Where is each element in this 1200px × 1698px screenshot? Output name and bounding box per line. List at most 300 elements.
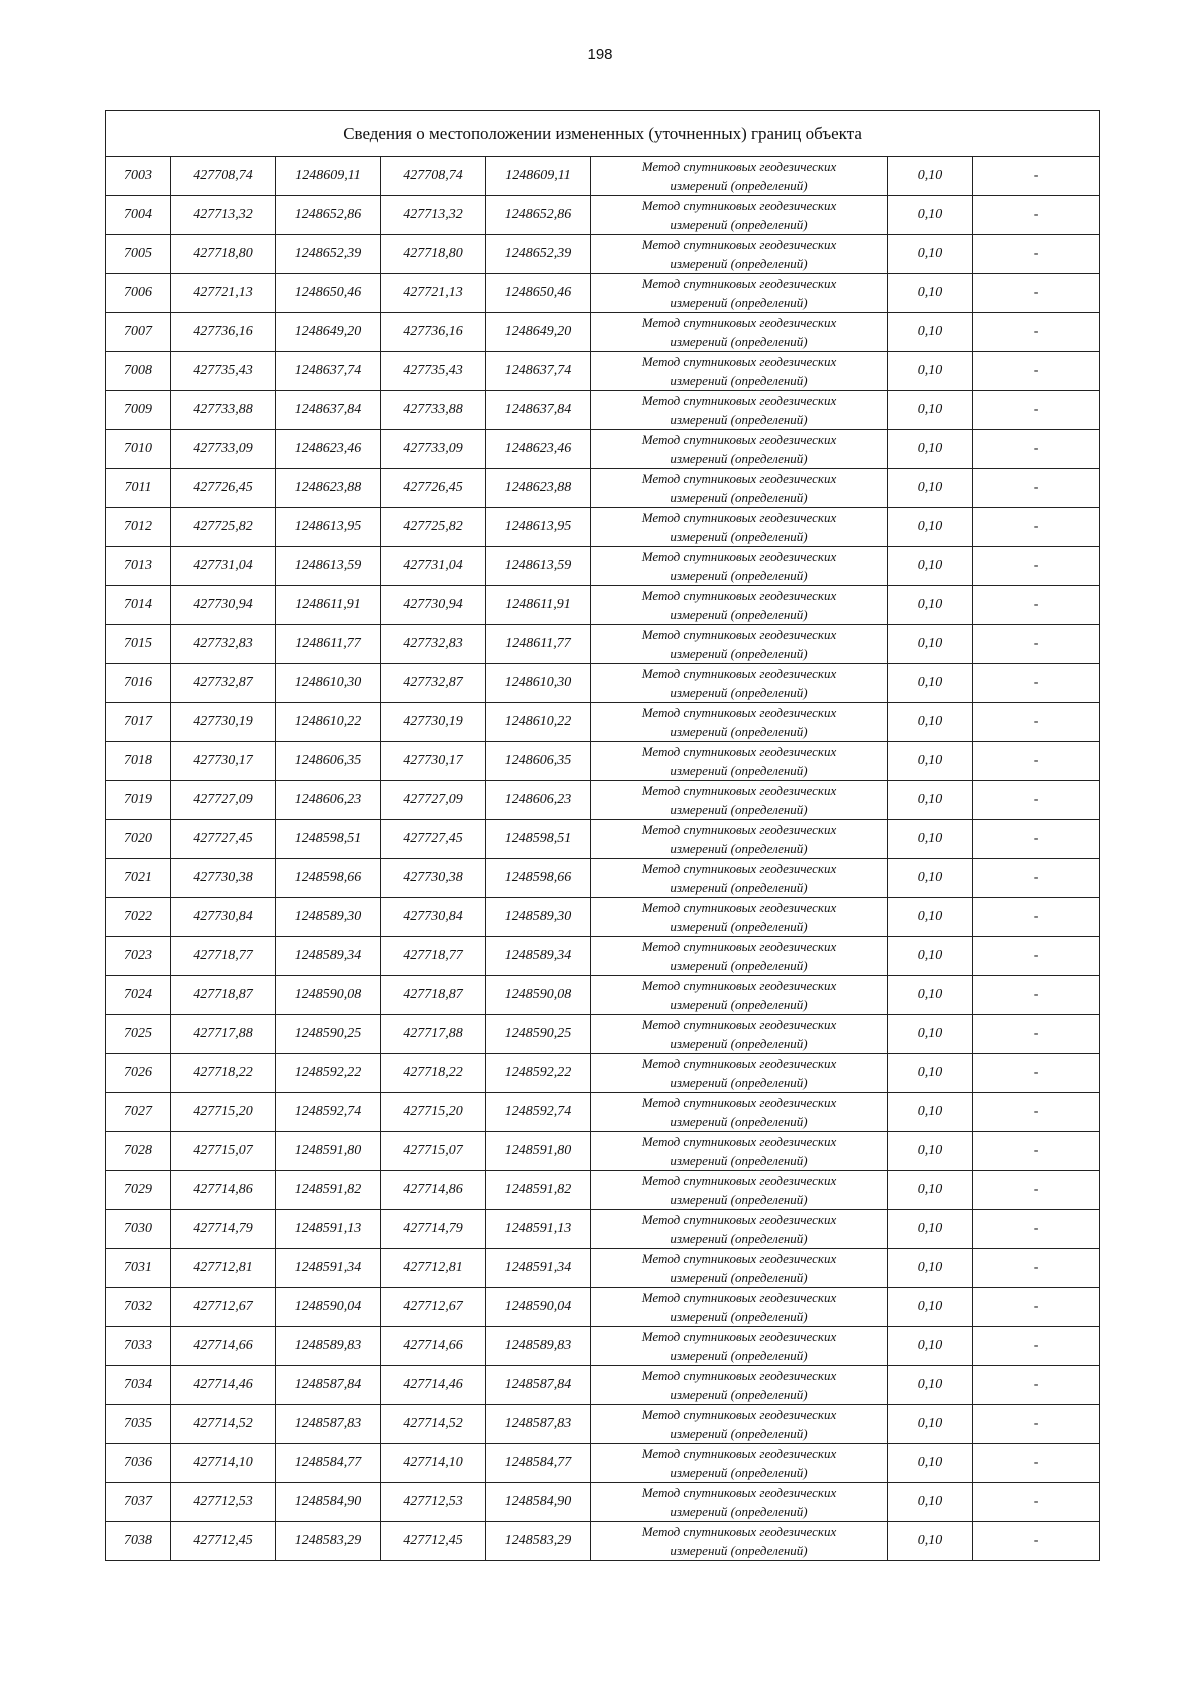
method-cell xyxy=(591,742,888,781)
refined-y-cell: 1248598,66 xyxy=(486,859,591,898)
method-line-1: Метод спутниковых геодезических xyxy=(641,510,837,525)
refined-y-cell: 1248652,86 xyxy=(486,196,591,235)
table-row xyxy=(106,1015,1100,1054)
method-line-2: измерений (определений) xyxy=(670,1426,808,1441)
method-line-2: измерений (определений) xyxy=(670,919,808,934)
existing-y-cell: 1248584,77 xyxy=(276,1444,381,1483)
table-row xyxy=(106,430,1100,469)
refined-x-cell: 427733,09 xyxy=(381,430,486,469)
existing-x-cell: 427712,81 xyxy=(171,1249,276,1288)
method-line-1: Метод спутниковых геодезических xyxy=(641,237,837,252)
existing-x-cell: 427708,74 xyxy=(171,157,276,196)
point-number-cell: 7004 xyxy=(106,196,171,235)
point-number-cell: 7038 xyxy=(106,1522,171,1561)
existing-y-cell: 1248589,30 xyxy=(276,898,381,937)
refined-y-cell: 1248637,74 xyxy=(486,352,591,391)
method-line-2: измерений (определений) xyxy=(670,1543,808,1558)
accuracy-cell: 0,10 xyxy=(888,1522,973,1561)
table-row xyxy=(106,625,1100,664)
point-number-cell: 7023 xyxy=(106,937,171,976)
page-number: 198 xyxy=(587,46,613,63)
refined-x-cell: 427727,45 xyxy=(381,820,486,859)
point-number-cell: 7025 xyxy=(106,1015,171,1054)
point-number-cell: 7012 xyxy=(106,508,171,547)
refined-x-cell: 427718,80 xyxy=(381,235,486,274)
accuracy-cell: 0,10 xyxy=(888,703,973,742)
existing-x-cell: 427727,45 xyxy=(171,820,276,859)
refined-x-cell: 427717,88 xyxy=(381,1015,486,1054)
note-cell: - xyxy=(973,664,1100,703)
existing-y-cell: 1248610,22 xyxy=(276,703,381,742)
method-line-1: Метод спутниковых геодезических xyxy=(641,822,837,837)
method-cell xyxy=(591,1366,888,1405)
note-cell: - xyxy=(973,781,1100,820)
accuracy-cell: 0,10 xyxy=(888,976,973,1015)
note-cell: - xyxy=(973,1405,1100,1444)
existing-x-cell: 427714,10 xyxy=(171,1444,276,1483)
method-cell xyxy=(591,274,888,313)
note-cell: - xyxy=(973,469,1100,508)
existing-y-cell: 1248637,74 xyxy=(276,352,381,391)
method-cell xyxy=(591,703,888,742)
refined-x-cell: 427712,53 xyxy=(381,1483,486,1522)
table-row xyxy=(106,664,1100,703)
note-cell: - xyxy=(973,586,1100,625)
point-number-cell: 7027 xyxy=(106,1093,171,1132)
method-cell xyxy=(591,157,888,196)
table-row xyxy=(106,196,1100,235)
existing-y-cell: 1248589,34 xyxy=(276,937,381,976)
refined-x-cell: 427733,88 xyxy=(381,391,486,430)
table-title: Сведения о местоположении измененных (уточненных) границ объекта xyxy=(106,111,1100,157)
refined-y-cell: 1248611,91 xyxy=(486,586,591,625)
note-cell: - xyxy=(973,1366,1100,1405)
accuracy-cell: 0,10 xyxy=(888,391,973,430)
note-cell: - xyxy=(973,1171,1100,1210)
refined-x-cell: 427732,87 xyxy=(381,664,486,703)
existing-x-cell: 427712,53 xyxy=(171,1483,276,1522)
method-cell xyxy=(591,1093,888,1132)
note-cell: - xyxy=(973,625,1100,664)
accuracy-cell: 0,10 xyxy=(888,742,973,781)
method-line-1: Метод спутниковых геодезических xyxy=(641,1329,837,1344)
method-cell xyxy=(591,352,888,391)
note-cell: - xyxy=(973,976,1100,1015)
refined-x-cell: 427730,84 xyxy=(381,898,486,937)
accuracy-cell: 0,10 xyxy=(888,508,973,547)
point-number-cell: 7005 xyxy=(106,235,171,274)
method-cell xyxy=(591,820,888,859)
refined-y-cell: 1248611,77 xyxy=(486,625,591,664)
refined-y-cell: 1248589,34 xyxy=(486,937,591,976)
existing-x-cell: 427718,87 xyxy=(171,976,276,1015)
refined-x-cell: 427715,20 xyxy=(381,1093,486,1132)
method-cell xyxy=(591,898,888,937)
boundary-coordinates-table xyxy=(105,110,1100,1561)
point-number-cell: 7032 xyxy=(106,1288,171,1327)
existing-x-cell: 427718,80 xyxy=(171,235,276,274)
refined-x-cell: 427714,79 xyxy=(381,1210,486,1249)
method-line-2: измерений (определений) xyxy=(670,1075,808,1090)
refined-y-cell: 1248584,90 xyxy=(486,1483,591,1522)
existing-y-cell: 1248590,04 xyxy=(276,1288,381,1327)
method-line-1: Метод спутниковых геодезических xyxy=(641,1017,837,1032)
refined-x-cell: 427712,67 xyxy=(381,1288,486,1327)
refined-x-cell: 427712,45 xyxy=(381,1522,486,1561)
existing-x-cell: 427730,84 xyxy=(171,898,276,937)
table-row xyxy=(106,1171,1100,1210)
note-cell: - xyxy=(973,235,1100,274)
point-number-cell: 7011 xyxy=(106,469,171,508)
table-row xyxy=(106,235,1100,274)
refined-y-cell: 1248609,11 xyxy=(486,157,591,196)
existing-x-cell: 427718,22 xyxy=(171,1054,276,1093)
table-row xyxy=(106,586,1100,625)
refined-y-cell: 1248587,84 xyxy=(486,1366,591,1405)
point-number-cell: 7021 xyxy=(106,859,171,898)
refined-x-cell: 427715,07 xyxy=(381,1132,486,1171)
refined-y-cell: 1248584,77 xyxy=(486,1444,591,1483)
existing-y-cell: 1248609,11 xyxy=(276,157,381,196)
point-number-cell: 7031 xyxy=(106,1249,171,1288)
point-number-cell: 7016 xyxy=(106,664,171,703)
point-number-cell: 7015 xyxy=(106,625,171,664)
refined-x-cell: 427730,94 xyxy=(381,586,486,625)
existing-y-cell: 1248623,46 xyxy=(276,430,381,469)
accuracy-cell: 0,10 xyxy=(888,898,973,937)
accuracy-cell: 0,10 xyxy=(888,469,973,508)
method-line-2: измерений (определений) xyxy=(670,880,808,895)
method-cell xyxy=(591,1444,888,1483)
method-line-2: измерений (определений) xyxy=(670,373,808,388)
method-cell xyxy=(591,937,888,976)
method-cell xyxy=(591,859,888,898)
accuracy-cell: 0,10 xyxy=(888,196,973,235)
method-line-2: измерений (определений) xyxy=(670,1465,808,1480)
note-cell: - xyxy=(973,1483,1100,1522)
existing-x-cell: 427727,09 xyxy=(171,781,276,820)
accuracy-cell: 0,10 xyxy=(888,1249,973,1288)
note-cell: - xyxy=(973,430,1100,469)
accuracy-cell: 0,10 xyxy=(888,1483,973,1522)
method-line-2: измерений (определений) xyxy=(670,1387,808,1402)
point-number-cell: 7003 xyxy=(106,157,171,196)
refined-y-cell: 1248613,95 xyxy=(486,508,591,547)
refined-x-cell: 427735,43 xyxy=(381,352,486,391)
existing-y-cell: 1248590,25 xyxy=(276,1015,381,1054)
refined-y-cell: 1248610,22 xyxy=(486,703,591,742)
note-cell: - xyxy=(973,1249,1100,1288)
table-row xyxy=(106,352,1100,391)
accuracy-cell: 0,10 xyxy=(888,1366,973,1405)
method-line-1: Метод спутниковых геодезических xyxy=(641,1368,837,1383)
method-cell xyxy=(591,586,888,625)
existing-y-cell: 1248649,20 xyxy=(276,313,381,352)
existing-y-cell: 1248587,84 xyxy=(276,1366,381,1405)
note-cell: - xyxy=(973,352,1100,391)
table-row xyxy=(106,703,1100,742)
method-line-2: измерений (определений) xyxy=(670,1036,808,1051)
refined-y-cell: 1248591,34 xyxy=(486,1249,591,1288)
point-number-cell: 7006 xyxy=(106,274,171,313)
refined-y-cell: 1248610,30 xyxy=(486,664,591,703)
existing-x-cell: 427725,82 xyxy=(171,508,276,547)
point-number-cell: 7036 xyxy=(106,1444,171,1483)
table-row xyxy=(106,976,1100,1015)
refined-y-cell: 1248623,88 xyxy=(486,469,591,508)
existing-x-cell: 427714,86 xyxy=(171,1171,276,1210)
method-line-1: Метод спутниковых геодезических xyxy=(641,900,837,915)
method-line-1: Метод спутниковых геодезических xyxy=(641,939,837,954)
existing-y-cell: 1248598,51 xyxy=(276,820,381,859)
existing-y-cell: 1248652,86 xyxy=(276,196,381,235)
point-number-cell: 7017 xyxy=(106,703,171,742)
method-line-1: Метод спутниковых геодезических xyxy=(641,393,837,408)
existing-x-cell: 427733,88 xyxy=(171,391,276,430)
method-cell xyxy=(591,1288,888,1327)
existing-y-cell: 1248606,35 xyxy=(276,742,381,781)
method-line-2: измерений (определений) xyxy=(670,724,808,739)
method-line-1: Метод спутниковых геодезических xyxy=(641,432,837,447)
method-line-1: Метод спутниковых геодезических xyxy=(641,666,837,681)
refined-y-cell: 1248606,35 xyxy=(486,742,591,781)
table-row xyxy=(106,742,1100,781)
method-cell xyxy=(591,508,888,547)
refined-y-cell: 1248649,20 xyxy=(486,313,591,352)
existing-y-cell: 1248591,34 xyxy=(276,1249,381,1288)
method-cell xyxy=(591,196,888,235)
method-line-2: измерений (определений) xyxy=(670,997,808,1012)
method-line-2: измерений (определений) xyxy=(670,334,808,349)
accuracy-cell: 0,10 xyxy=(888,157,973,196)
method-cell xyxy=(591,1249,888,1288)
existing-x-cell: 427712,45 xyxy=(171,1522,276,1561)
refined-y-cell: 1248623,46 xyxy=(486,430,591,469)
table-row xyxy=(106,898,1100,937)
method-line-2: измерений (определений) xyxy=(670,412,808,427)
accuracy-cell: 0,10 xyxy=(888,664,973,703)
existing-y-cell: 1248637,84 xyxy=(276,391,381,430)
note-cell: - xyxy=(973,937,1100,976)
accuracy-cell: 0,10 xyxy=(888,586,973,625)
method-line-2: измерений (определений) xyxy=(670,1348,808,1363)
method-line-1: Метод спутниковых геодезических xyxy=(641,588,837,603)
refined-y-cell: 1248598,51 xyxy=(486,820,591,859)
existing-y-cell: 1248591,80 xyxy=(276,1132,381,1171)
note-cell: - xyxy=(973,1288,1100,1327)
refined-y-cell: 1248606,23 xyxy=(486,781,591,820)
method-line-1: Метод спутниковых геодезических xyxy=(641,159,837,174)
existing-x-cell: 427732,87 xyxy=(171,664,276,703)
note-cell: - xyxy=(973,274,1100,313)
refined-x-cell: 427708,74 xyxy=(381,157,486,196)
existing-x-cell: 427714,46 xyxy=(171,1366,276,1405)
table-row xyxy=(106,469,1100,508)
method-line-1: Метод спутниковых геодезических xyxy=(641,978,837,993)
method-line-1: Метод спутниковых геодезических xyxy=(641,276,837,291)
method-cell xyxy=(591,1054,888,1093)
refined-x-cell: 427714,46 xyxy=(381,1366,486,1405)
existing-y-cell: 1248623,88 xyxy=(276,469,381,508)
refined-y-cell: 1248590,04 xyxy=(486,1288,591,1327)
method-line-2: измерений (определений) xyxy=(670,841,808,856)
method-line-2: измерений (определений) xyxy=(670,256,808,271)
existing-x-cell: 427714,66 xyxy=(171,1327,276,1366)
accuracy-cell: 0,10 xyxy=(888,781,973,820)
note-cell: - xyxy=(973,703,1100,742)
point-number-cell: 7034 xyxy=(106,1366,171,1405)
method-cell xyxy=(591,1171,888,1210)
point-number-cell: 7026 xyxy=(106,1054,171,1093)
method-cell xyxy=(591,235,888,274)
accuracy-cell: 0,10 xyxy=(888,937,973,976)
existing-y-cell: 1248613,59 xyxy=(276,547,381,586)
existing-y-cell: 1248606,23 xyxy=(276,781,381,820)
accuracy-cell: 0,10 xyxy=(888,859,973,898)
refined-y-cell: 1248589,30 xyxy=(486,898,591,937)
existing-y-cell: 1248583,29 xyxy=(276,1522,381,1561)
point-number-cell: 7022 xyxy=(106,898,171,937)
refined-x-cell: 427732,83 xyxy=(381,625,486,664)
method-line-1: Метод спутниковых геодезических xyxy=(641,354,837,369)
point-number-cell: 7009 xyxy=(106,391,171,430)
existing-x-cell: 427730,94 xyxy=(171,586,276,625)
refined-y-cell: 1248591,80 xyxy=(486,1132,591,1171)
method-line-1: Метод спутниковых геодезических xyxy=(641,1173,837,1188)
table-row xyxy=(106,157,1100,196)
method-line-1: Метод спутниковых геодезических xyxy=(641,1095,837,1110)
method-cell xyxy=(591,1327,888,1366)
note-cell: - xyxy=(973,313,1100,352)
method-line-2: измерений (определений) xyxy=(670,1270,808,1285)
method-cell xyxy=(591,781,888,820)
method-line-2: измерений (определений) xyxy=(670,646,808,661)
existing-y-cell: 1248652,39 xyxy=(276,235,381,274)
table-title-row xyxy=(106,111,1100,157)
existing-y-cell: 1248590,08 xyxy=(276,976,381,1015)
accuracy-cell: 0,10 xyxy=(888,1210,973,1249)
existing-x-cell: 427715,07 xyxy=(171,1132,276,1171)
existing-x-cell: 427730,17 xyxy=(171,742,276,781)
existing-x-cell: 427712,67 xyxy=(171,1288,276,1327)
method-line-2: измерений (определений) xyxy=(670,295,808,310)
point-number-cell: 7029 xyxy=(106,1171,171,1210)
method-line-2: измерений (определений) xyxy=(670,763,808,778)
method-line-1: Метод спутниковых геодезических xyxy=(641,1407,837,1422)
table-row xyxy=(106,781,1100,820)
method-line-1: Метод спутниковых геодезических xyxy=(641,1290,837,1305)
method-line-2: измерений (определений) xyxy=(670,568,808,583)
existing-x-cell: 427717,88 xyxy=(171,1015,276,1054)
accuracy-cell: 0,10 xyxy=(888,430,973,469)
table-row xyxy=(106,1132,1100,1171)
note-cell: - xyxy=(973,898,1100,937)
accuracy-cell: 0,10 xyxy=(888,1327,973,1366)
refined-x-cell: 427712,81 xyxy=(381,1249,486,1288)
method-cell xyxy=(591,1132,888,1171)
method-line-2: измерений (определений) xyxy=(670,958,808,973)
table-row xyxy=(106,1054,1100,1093)
method-line-2: измерений (определений) xyxy=(670,1114,808,1129)
accuracy-cell: 0,10 xyxy=(888,1132,973,1171)
method-line-2: измерений (определений) xyxy=(670,178,808,193)
table-row xyxy=(106,1093,1100,1132)
accuracy-cell: 0,10 xyxy=(888,313,973,352)
note-cell: - xyxy=(973,1210,1100,1249)
method-cell xyxy=(591,1405,888,1444)
method-line-1: Метод спутниковых геодезических xyxy=(641,861,837,876)
refined-x-cell: 427721,13 xyxy=(381,274,486,313)
point-number-cell: 7019 xyxy=(106,781,171,820)
refined-y-cell: 1248587,83 xyxy=(486,1405,591,1444)
table-row xyxy=(106,937,1100,976)
existing-x-cell: 427715,20 xyxy=(171,1093,276,1132)
refined-y-cell: 1248589,83 xyxy=(486,1327,591,1366)
existing-y-cell: 1248592,74 xyxy=(276,1093,381,1132)
existing-y-cell: 1248591,13 xyxy=(276,1210,381,1249)
note-cell: - xyxy=(973,547,1100,586)
existing-y-cell: 1248587,83 xyxy=(276,1405,381,1444)
refined-x-cell: 427714,66 xyxy=(381,1327,486,1366)
existing-y-cell: 1248610,30 xyxy=(276,664,381,703)
existing-x-cell: 427721,13 xyxy=(171,274,276,313)
table-row xyxy=(106,274,1100,313)
note-cell: - xyxy=(973,1015,1100,1054)
method-line-1: Метод спутниковых геодезических xyxy=(641,471,837,486)
point-number-cell: 7018 xyxy=(106,742,171,781)
point-number-cell: 7014 xyxy=(106,586,171,625)
note-cell: - xyxy=(973,1054,1100,1093)
accuracy-cell: 0,10 xyxy=(888,1093,973,1132)
method-cell xyxy=(591,976,888,1015)
point-number-cell: 7024 xyxy=(106,976,171,1015)
table-row xyxy=(106,1327,1100,1366)
method-line-2: измерений (определений) xyxy=(670,685,808,700)
table-row xyxy=(106,1210,1100,1249)
existing-y-cell: 1248591,82 xyxy=(276,1171,381,1210)
method-cell xyxy=(591,547,888,586)
refined-x-cell: 427725,82 xyxy=(381,508,486,547)
existing-y-cell: 1248613,95 xyxy=(276,508,381,547)
point-number-cell: 7010 xyxy=(106,430,171,469)
table-row xyxy=(106,1288,1100,1327)
existing-y-cell: 1248589,83 xyxy=(276,1327,381,1366)
accuracy-cell: 0,10 xyxy=(888,625,973,664)
existing-y-cell: 1248611,91 xyxy=(276,586,381,625)
note-cell: - xyxy=(973,508,1100,547)
method-cell xyxy=(591,1522,888,1561)
existing-x-cell: 427714,52 xyxy=(171,1405,276,1444)
existing-x-cell: 427718,77 xyxy=(171,937,276,976)
accuracy-cell: 0,10 xyxy=(888,235,973,274)
method-cell xyxy=(591,469,888,508)
table-row xyxy=(106,1483,1100,1522)
refined-x-cell: 427718,87 xyxy=(381,976,486,1015)
existing-y-cell: 1248598,66 xyxy=(276,859,381,898)
table-row xyxy=(106,859,1100,898)
method-line-2: измерений (определений) xyxy=(670,802,808,817)
method-cell xyxy=(591,625,888,664)
refined-x-cell: 427731,04 xyxy=(381,547,486,586)
refined-y-cell: 1248591,13 xyxy=(486,1210,591,1249)
refined-x-cell: 427713,32 xyxy=(381,196,486,235)
note-cell: - xyxy=(973,1327,1100,1366)
existing-x-cell: 427735,43 xyxy=(171,352,276,391)
refined-y-cell: 1248592,22 xyxy=(486,1054,591,1093)
method-line-1: Метод спутниковых геодезических xyxy=(641,1056,837,1071)
point-number-cell: 7037 xyxy=(106,1483,171,1522)
existing-x-cell: 427732,83 xyxy=(171,625,276,664)
